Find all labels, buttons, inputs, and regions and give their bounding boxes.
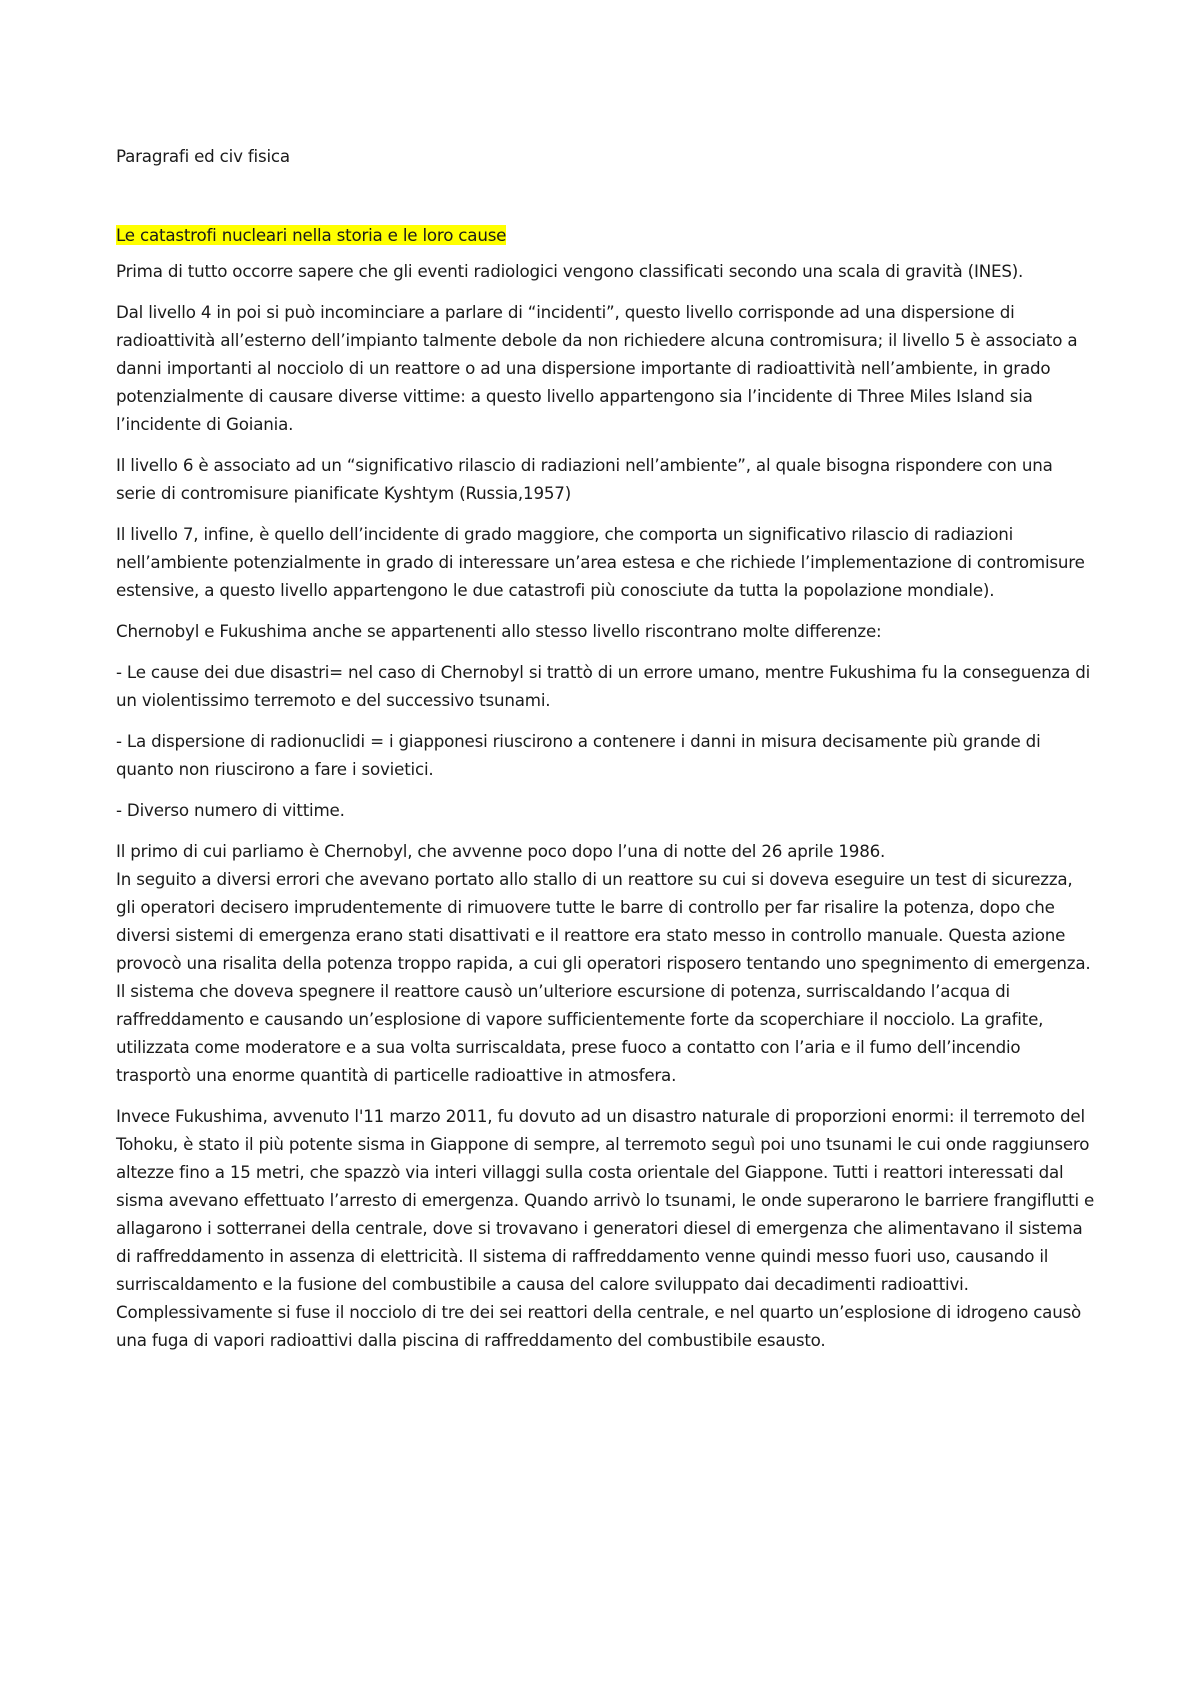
paragraph-level-4-5: Dal livello 4 in poi si può incominciare a parlare di “incidenti”, questo livello corrisponde ad una dispersione di radioattività all’esterno dell’impianto talmente debole da non richiedere alcuna contromisura; il livello 5 è associato a danni importanti al nocciolo di un reattore o ad una dispersione importante di radioattività nell’ambiente, in grado potenzialmente di causare diverse vittime: a questo livello appartengono sia l’incidente di Three Miles Island sia l’incidente di Goiania. (116, 302, 1078, 434)
list-item-dispersion: - La dispersione di radionuclidi = i giapponesi riuscirono a contenere i danni in misura decisamente più grande di quanto non riuscirono a fare i sovietici. (116, 731, 1041, 779)
document-body (116, 142, 1096, 1367)
paragraph-ines-intro: Prima di tutto occorre sapere che gli eventi radiologici vengono classificati secondo una scala di gravità (INES). (116, 261, 1024, 281)
paragraph-level-6: Il livello 6 è associato ad un “significativo rilascio di radiazioni nell’ambiente”, al quale bisogna rispondere con una serie di contromisure pianificate Kyshtym (Russia,1957) (116, 455, 1053, 503)
paragraph-chernobyl-details: In seguito a diversi errori che avevano portato allo stallo di un reattore su cui si doveva eseguire un test di sicurezza, gli operatori decisero imprudentemente di rimuovere tutte le barre di controllo per far risalire la potenza, dopo che diversi sistemi di emergenza erano stati disattivati e il reattore era stato messo in controllo manuale. Questa azione provocò una risalita della potenza troppo rapida, a cui gli operatori risposero tentando uno spegnimento di emergenza. Il sistema che doveva spegnere il reattore causò un’ulteriore escursione di potenza, surriscaldando l’acqua di raffreddamento e causando un’esplosione di vapore sufficientemente forte da scoperchiare il nocciolo. La grafite, utilizzata come moderatore e a sua volta surriscaldata, prese fuoco a contatto con l’aria e il fumo dell’incendio trasportò una enorme quantità di particelle radioattive in atmosfera. (116, 869, 1091, 1085)
paragraph-chernobyl-date: Il primo di cui parliamo è Chernobyl, che avvenne poco dopo l’una di notte del 26 aprile 1986. (116, 841, 886, 861)
paragraph-level-7: Il livello 7, infine, è quello dell’incidente di grado maggiore, che comporta un significativo rilascio di radiazioni nell’ambiente potenzialmente in grado di interessare un’area estesa e che richiede l’implementazione di contromisure estensive, a questo livello appartengono le due catastrofi più conosciute da tutta la popolazione mondiale). (116, 524, 1085, 600)
paragraph-differences-intro: Chernobyl e Fukushima anche se appartenenti allo stesso livello riscontrano molte differenze: (116, 621, 882, 641)
list-item-victims: - Diverso numero di vittime. (116, 800, 345, 820)
section-heading (116, 221, 1096, 249)
document-title: Paragrafi ed civ fisica (116, 146, 290, 166)
paragraph-fukushima-details: Invece Fukushima, avvenuto l'11 marzo 2011, fu dovuto ad un disastro naturale di proporzioni enormi: il terremoto del Tohoku, è stato il più potente sisma in Giappone di sempre, al terremoto seguì poi uno tsunami le cui onde raggiunsero altezze fino a 15 metri, che spazzò via interi villaggi sulla costa orientale del Giappone. Tutti i reattori interessati dal sisma avevano effettuato l’arresto di emergenza. Quando arrivò lo tsunami, le onde superarono le barriere frangiflutti e allagarono i sotterranei della centrale, dove si trovavano i generatori diesel di emergenza che alimentavano il sistema di raffreddamento in assenza di elettricità. Il sistema di raffreddamento venne quindi messo fuori uso, causando il surriscaldamento e la fusione del combustibile a causa del calore sviluppato dai decadimenti radioattivi. Complessivamente si fuse il nocciolo di tre dei sei reattori della centrale, e nel quarto un’esplosione di idrogeno causò una fuga di vapori radioattivi dalla piscina di raffreddamento del combustibile esausto. (116, 1106, 1095, 1350)
highlighted-heading-text: Le catastrofi nucleari nella storia e le loro cause (116, 225, 507, 245)
list-item-causes: - Le cause dei due disastri= nel caso di Chernobyl si trattò di un errore umano, mentre Fukushima fu la conseguenza di un violentissimo terremoto e del successivo tsunami. (116, 662, 1091, 710)
